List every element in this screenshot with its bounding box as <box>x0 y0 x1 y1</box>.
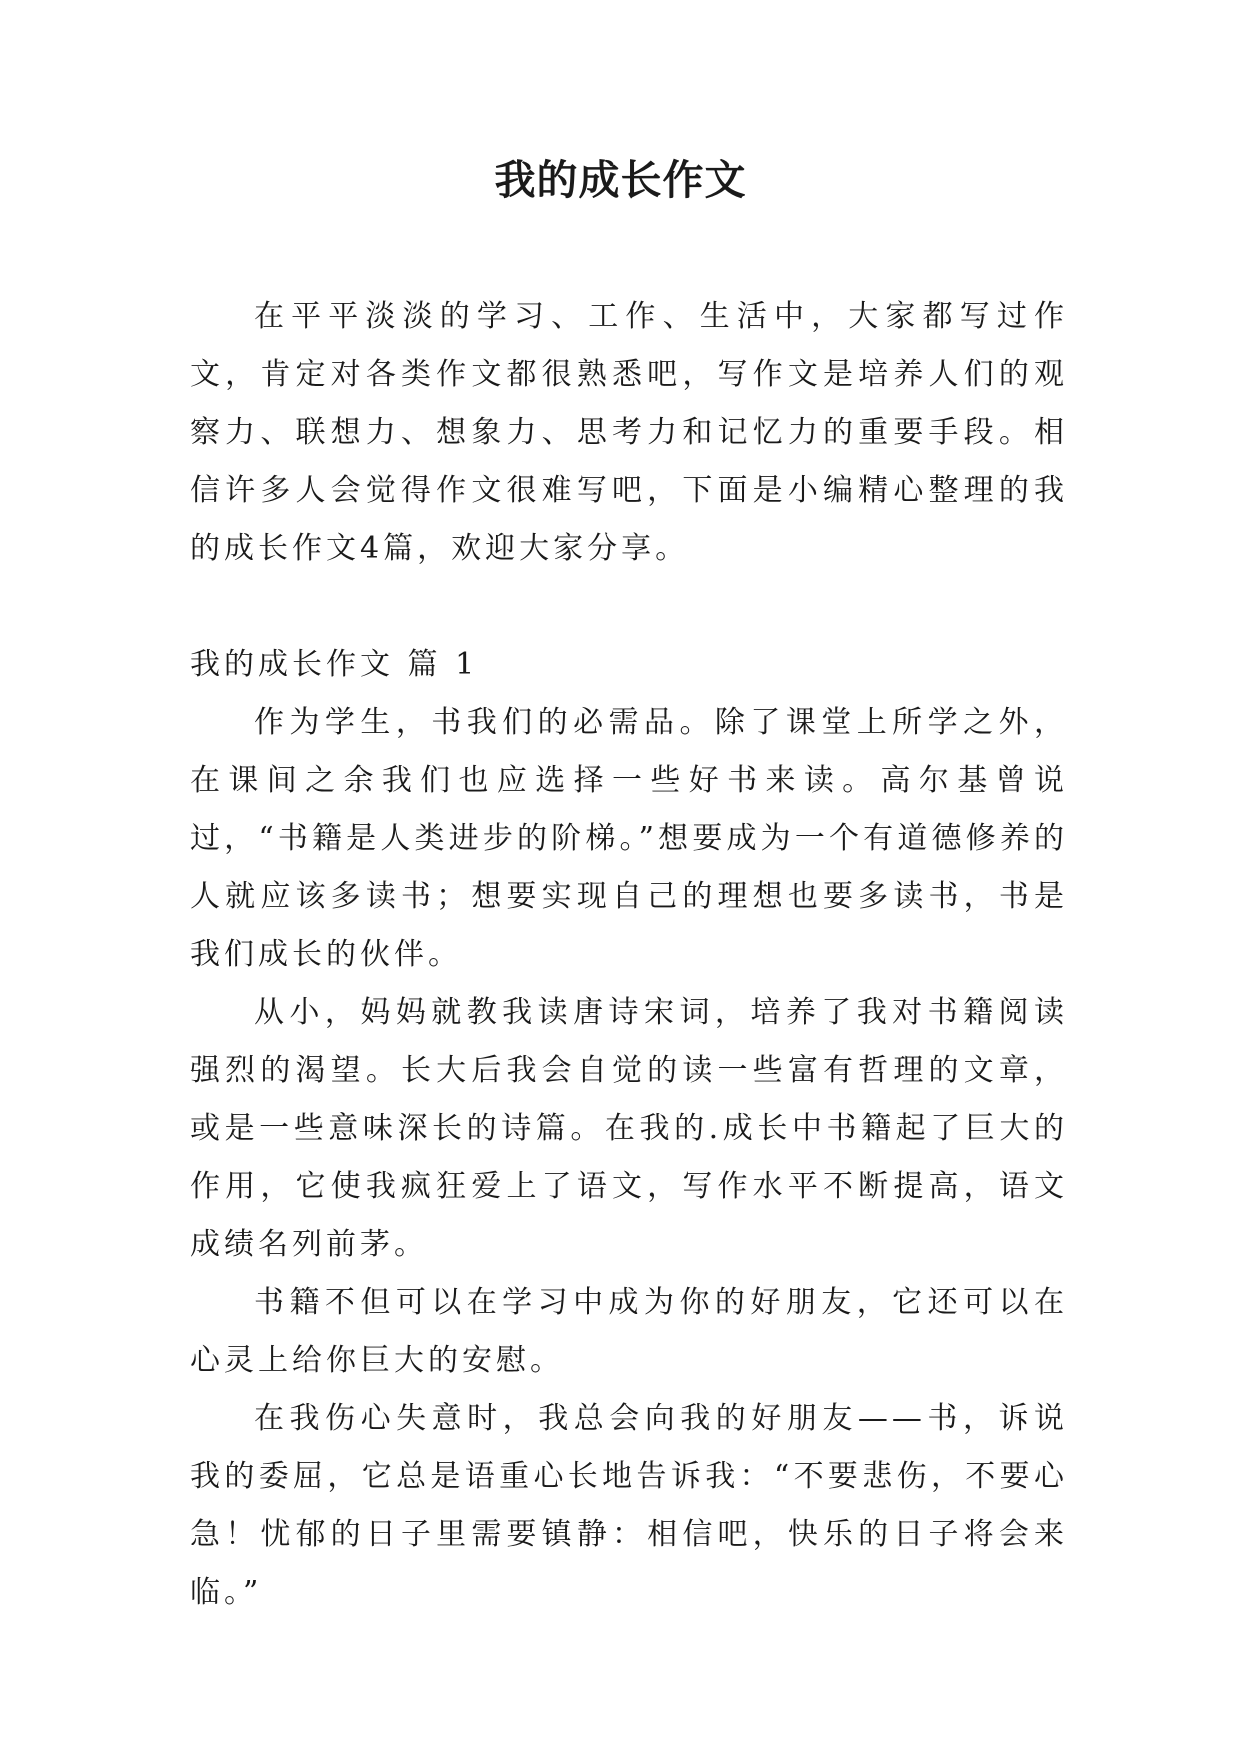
body-paragraph-3: 书籍不但可以在学习中成为你的好朋友，它还可以在心灵上给你巨大的安慰。 <box>190 1285 1068 1378</box>
document-title: 我的成长作文 <box>494 156 747 204</box>
body-paragraph-2: 从小，妈妈就教我读唐诗宋词，培养了我对书籍阅读强烈的渴望。长大后我会自觉的读一些富有哲理的文章，或是一些意味深长的诗篇。在我的.成长中书籍起了巨大的作用，它使我疯狂爱上了语文，写作水平不断提高，语文成绩名列前茅。 <box>190 995 1068 1262</box>
intro-paragraph: 在平平淡淡的学习、工作、生活中，大家都写过作文，肯定对各类作文都很熟悉吧，写作文是培养人们的观察力、联想力、想象力、思考力和记忆力的重要手段。相信许多人会觉得作文很难写吧，下面是小编精心整理的我的成长作文4篇，欢迎大家分享。 <box>190 299 1068 566</box>
body-paragraph-4: 在我伤心失意时，我总会向我的好朋友——书，诉说我的委屈，它总是语重心长地告诉我：“不要悲伤，不要心急！忧郁的日子里需要镇静：相信吧，快乐的日子将会来临。” <box>190 1401 1068 1610</box>
document-body <box>190 288 1068 1622</box>
section-heading: 我的成长作文 篇 1 <box>190 647 479 682</box>
body-paragraph-1: 作为学生，书我们的必需品。除了课堂上所学之外，在课间之余我们也应选择一些好书来读。高尔基曾说过，“书籍是人类进步的阶梯。”想要成为一个有道德修养的人就应该多读书；想要实现自己的理想也要多读书，书是我们成长的伙伴。 <box>190 705 1068 972</box>
